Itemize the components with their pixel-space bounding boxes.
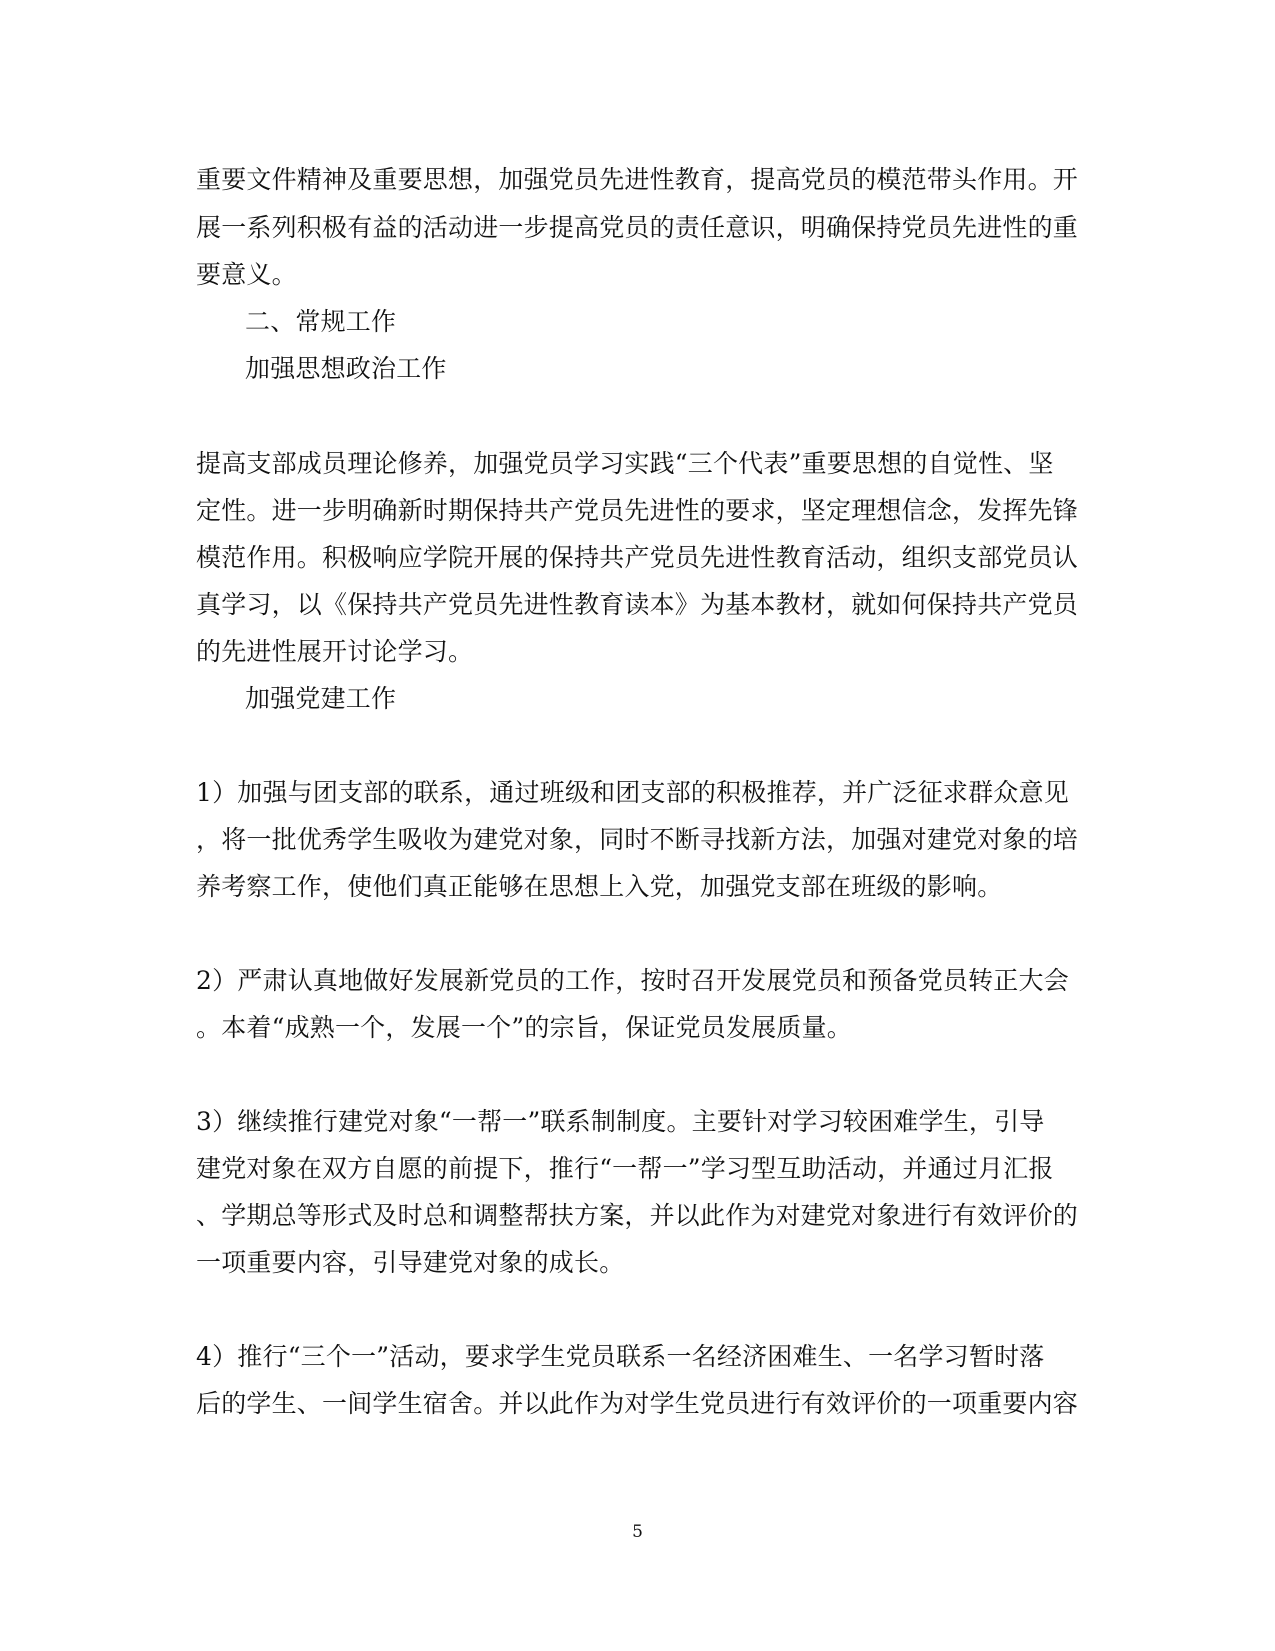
text-line: 定性。进一步明确新时期保持共产党员先进性的要求，坚定理想信念，发挥先锋 [196,496,1079,525]
text-line: 、学期总等形式及时总和调整帮扶方案，并以此作为对建党对象进行有效评价的 [196,1201,1079,1230]
text-line: 真学习，以《保持共产党员先进性教育读本》为基本教材，就如何保持共产党员 [196,590,1079,619]
text-line: 3）继续推行建党对象“一帮一”联系制制度。主要针对学习较困难学生，引导 [196,1107,1045,1136]
text-line: 展一系列积极有益的活动进一步提高党员的责任意识，明确保持党员先进性的重 [196,213,1079,242]
text-line: 建党对象在双方自愿的前提下，推行“一帮一”学习型互助活动，并通过月汇报 [196,1154,1054,1183]
text-line: 。本着“成熟一个，发展一个”的宗旨，保证党员发展质量。 [196,1013,852,1042]
text-line: 重要文件精神及重要思想，加强党员先进性教育，提高党员的模范带头作用。开 [196,165,1079,194]
text-line: 提高支部成员理论修养，加强党员学习实践“三个代表”重要思想的自觉性、坚 [196,449,1054,478]
subsection-heading: 加强党建工作 [245,684,397,713]
text-line: 2）严肃认真地做好发展新党员的工作，按时召开发展党员和预备党员转正大会 [196,966,1069,995]
text-line: ，将一批优秀学生吸收为建党对象，同时不断寻找新方法，加强对建党对象的培 [196,825,1079,854]
text-line: 要意义。 [196,260,297,289]
text-line: 模范作用。积极响应学院开展的保持共产党员先进性教育活动，组织支部党员认 [196,543,1079,572]
subsection-heading: 加强思想政治工作 [245,354,447,383]
text-line: 养考察工作，使他们真正能够在思想上入党，加强党支部在班级的影响。 [196,872,1003,901]
text-line: 的先进性展开讨论学习。 [196,637,474,666]
text-line: 后的学生、一间学生宿舍。并以此作为对学生党员进行有效评价的一项重要内容 [196,1389,1079,1418]
page-number: 5 [632,1522,643,1542]
text-line: 4）推行“三个一”活动，要求学生党员联系一名经济困难生、一名学习暂时落 [196,1342,1045,1371]
text-line: 一项重要内容，引导建党对象的成长。 [196,1248,625,1277]
section-heading: 二、常规工作 [245,307,397,336]
text-line: 1）加强与团支部的联系，通过班级和团支部的积极推荐，并广泛征求群众意见 [196,778,1069,807]
